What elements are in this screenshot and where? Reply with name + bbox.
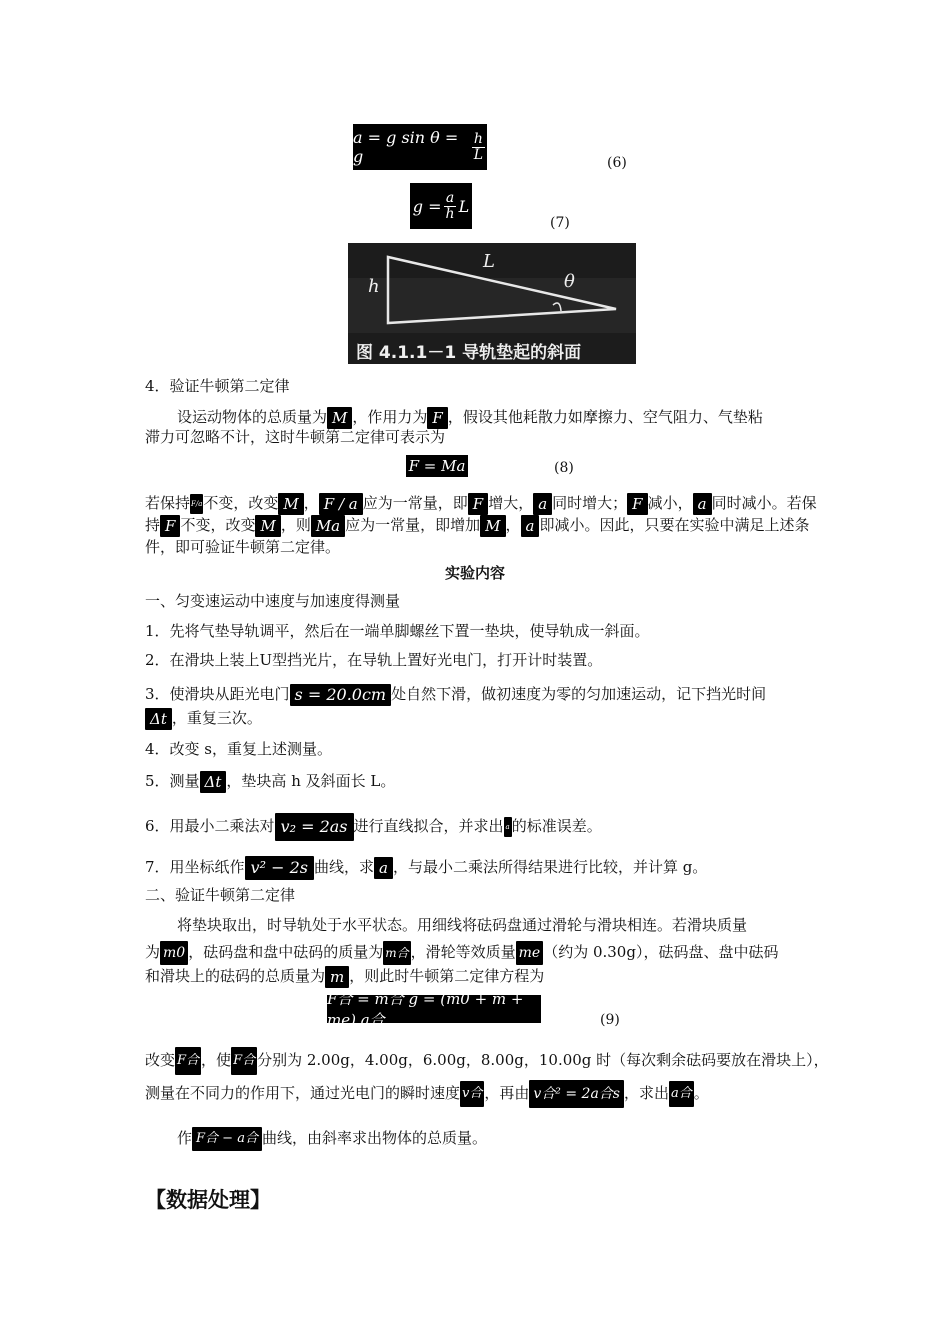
- text: ，假设其他耗散力如摩擦力、空气阻力、气垫粘: [447, 408, 763, 426]
- text: 增大，: [488, 494, 534, 512]
- text: 不变，改变: [203, 494, 279, 512]
- text: ，则: [280, 516, 311, 534]
- text: 5．测量: [145, 772, 200, 790]
- text: 7．用坐标纸作: [145, 858, 245, 876]
- symbol-m: m: [325, 966, 349, 988]
- text: （约为 0.30g），砝码盘、盘中砝码: [543, 943, 779, 961]
- text: 持: [145, 516, 161, 534]
- part-1-title: 一、匀变速运动中速度与加速度得测量: [145, 592, 401, 610]
- equation-6-denominator: L: [473, 146, 483, 163]
- symbol-m: M: [255, 515, 280, 537]
- text: 设运动物体的总质量为: [177, 408, 328, 426]
- step-1: 1．先将气垫导轨调平，然后在一端单脚螺丝下置一垫块，使导轨成一斜面。: [145, 622, 650, 640]
- section-4-para-2-line-3: 件，即可验证牛顿第二定律。: [145, 538, 341, 556]
- text: 改变: [145, 1051, 176, 1069]
- figure-label-l: L: [483, 251, 495, 272]
- symbol-f: F: [427, 407, 447, 429]
- symbol-delta-t: Δt: [145, 708, 172, 730]
- symbol-f-he: F合: [175, 1047, 201, 1075]
- symbol-a-he: a合: [669, 1081, 694, 1107]
- text: 处自然下滑，做初速度为零的匀加速运动，记下挡光时间: [391, 685, 767, 703]
- symbol-ma: Ma: [311, 515, 345, 537]
- equation-8-label: (8): [554, 460, 574, 476]
- equation-7-right: L: [458, 196, 470, 216]
- data-processing-heading: 【数据处理】: [145, 1188, 271, 1212]
- step-7: [145, 856, 707, 880]
- equation-6: [353, 124, 487, 170]
- text: 和滑块上的砝码的总质量为: [145, 967, 326, 985]
- figure-label-theta: θ: [564, 271, 575, 292]
- symbol-a: a: [693, 493, 712, 515]
- symbol-small: F/a: [190, 494, 203, 514]
- section-4-title: 4．验证牛顿第二定律: [145, 377, 290, 395]
- text: ，使: [201, 1051, 232, 1069]
- incline-figure: [348, 243, 636, 364]
- figure-label-h: h: [368, 276, 380, 297]
- symbol-delta-t: Δt: [200, 771, 227, 793]
- part-2-para-2-line-2: [145, 1080, 709, 1108]
- symbol-f: F: [627, 493, 647, 515]
- symbol-m: M: [480, 515, 505, 537]
- step-5: [145, 770, 395, 793]
- step-3-line-1: [145, 683, 766, 706]
- text: 测量在不同力的作用下，通过光电门的瞬时速度: [145, 1084, 461, 1102]
- symbol-a: a: [521, 515, 540, 537]
- text: ，垫块高 h 及斜面长 L。: [226, 772, 396, 790]
- symbol-f: F: [160, 515, 180, 537]
- equation-8: F = Ma: [406, 455, 468, 477]
- symbol-v2-2as: v₂ = 2as: [275, 813, 354, 841]
- symbol-f-he: F合: [231, 1047, 257, 1075]
- equation-9: F合 = m合 g = (m0 + m + me) a合: [327, 995, 541, 1023]
- text: ，与最小二乘法所得结果进行比较，并计算 g。: [392, 858, 708, 876]
- text: ，滑轮等效质量: [410, 943, 516, 961]
- text: 即减小。因此，只要在实验中满足上述条: [539, 516, 810, 534]
- equation-6-label: (6): [607, 155, 627, 171]
- text: ，重复三次。: [171, 709, 262, 727]
- text: 同时增大；: [552, 494, 628, 512]
- text: 。: [693, 1084, 709, 1102]
- text: 的标准误差。: [511, 817, 602, 835]
- symbol-a: a: [374, 857, 393, 879]
- part-2-para-1-line-2: [145, 941, 778, 965]
- text: ，再由: [484, 1084, 530, 1102]
- text: 曲线，求: [313, 858, 374, 876]
- text: 同时减小。若保: [711, 494, 817, 512]
- symbol-a: a: [533, 493, 552, 515]
- text: 进行直线拟合，并求出: [353, 817, 504, 835]
- symbol-me: me: [516, 941, 544, 965]
- text: 应为一常量，即: [362, 494, 468, 512]
- equation-7-left: g =: [412, 196, 442, 216]
- step-4: 4．改变 s，重复上述测量。: [145, 740, 333, 758]
- text: ，砝码盘和盘中砝码的质量为: [188, 943, 384, 961]
- symbol-v2-2as: v合² = 2a合s: [529, 1080, 624, 1108]
- text: 6．用最小二乘法对: [145, 817, 275, 835]
- section-4-para-2-line-1: [145, 492, 817, 515]
- step-3-line-2: [145, 707, 262, 730]
- part-2-para-1-line-3: [145, 965, 544, 988]
- equation-7-denominator: h: [445, 205, 455, 222]
- equation-7: [410, 183, 472, 229]
- equation-9-label: (9): [600, 1012, 620, 1028]
- symbol-m-he: m合: [383, 941, 410, 965]
- part-2-para-1-line-1: 将垫块取出，时导轨处于水平状态。用细线将砝码盘通过滑轮与滑块相连。若滑块质量: [177, 916, 748, 934]
- equation-6-fraction: [472, 132, 485, 163]
- text: 作: [177, 1129, 193, 1147]
- section-4-para-2-line-2: [145, 514, 810, 537]
- part-2-title: 二、验证牛顿第二定律: [145, 886, 296, 904]
- equation-6-text: a = g sin θ = g: [353, 128, 459, 166]
- text: ，作用力为: [352, 408, 428, 426]
- symbol-v-he: v合: [460, 1081, 484, 1107]
- symbol-m0: m0: [160, 941, 188, 965]
- text: 为: [145, 943, 161, 961]
- symbol-f-over-a: F / a: [319, 493, 363, 515]
- equation-7-label: (7): [550, 215, 570, 231]
- text: 分别为 2.00g，4.00g，6.00g，8.00g，10.00g 时（每次剩余砝码要放在滑块上），: [257, 1051, 829, 1069]
- text: ，: [505, 516, 521, 534]
- equation-7-numerator: a: [445, 189, 455, 206]
- symbol-m: M: [327, 407, 352, 429]
- part-2-para-2-line-1: [145, 1047, 829, 1075]
- symbol-f-minus-a: F合 − a合: [192, 1127, 262, 1151]
- text: 3．使滑块从距光电门: [145, 685, 290, 703]
- text: ，则此时牛顿第二定律方程为: [349, 967, 545, 985]
- equation-7-fraction: [444, 191, 457, 222]
- text: ，求出: [623, 1084, 669, 1102]
- symbol-m: M: [278, 493, 303, 515]
- step-2: 2．在滑块上装上U型挡光片，在导轨上置好光电门，打开计时装置。: [145, 651, 603, 669]
- part-2-para-3: [177, 1127, 487, 1151]
- content-heading: 实验内容: [444, 564, 505, 582]
- symbol-tiny-a: a: [504, 817, 512, 837]
- text: 减小，: [647, 494, 693, 512]
- symbol-s: s = 20.0cm: [290, 684, 392, 706]
- equation-6-numerator: h: [473, 130, 483, 147]
- text: 曲线，由斜率求出物体的总质量。: [261, 1129, 487, 1147]
- text: 不变，改变: [180, 516, 256, 534]
- section-4-para-1-line-2: 滞力可忽略不计，这时牛顿第二定律可表示为: [145, 428, 446, 446]
- symbol-v2-minus-2s: v² − 2s: [245, 856, 314, 880]
- step-6: [145, 813, 602, 841]
- figure-caption: 图 4.1.1－1 导轨垫起的斜面: [356, 343, 582, 363]
- text: ，: [303, 494, 319, 512]
- symbol-f: F: [468, 493, 488, 515]
- text: 应为一常量，即增加: [345, 516, 481, 534]
- text: 若保持: [145, 494, 191, 512]
